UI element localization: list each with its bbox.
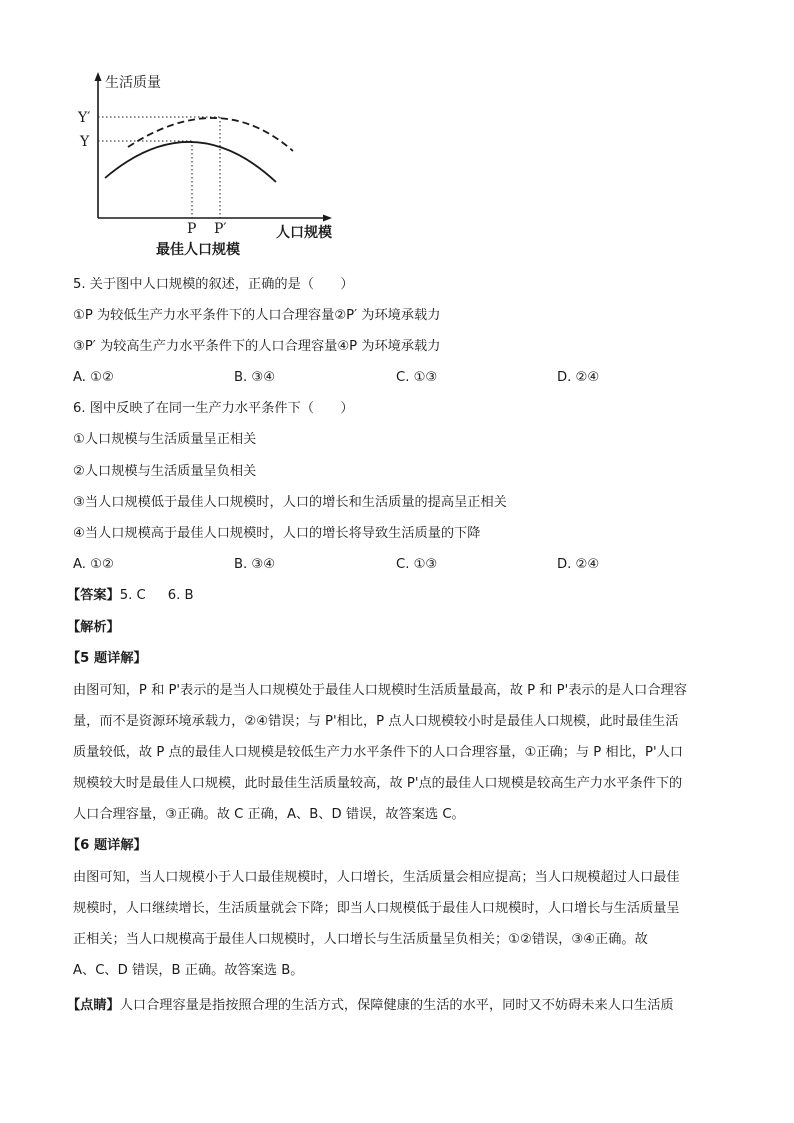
- q6-statement-1: ①人口规模与生活质量呈正相关: [73, 432, 257, 447]
- detail5-line: 由图可知，P 和 P'表示的是当人口规模处于最佳人口规模时生活质量最高，故 P 和 P'表示的是人口合理容: [73, 683, 687, 698]
- q5-statements-line2: ③P′ 为较高生产力水平条件下的人口合理容量④P 为环境承载力: [73, 339, 441, 354]
- optimal-population-caption: 最佳人口规模: [156, 242, 240, 258]
- detail6-line: A、C、D 错误，B 正确。故答案选 B。: [73, 963, 304, 978]
- analysis-label: 【解析】: [67, 620, 120, 635]
- q6-statement-4: ④当人口规模高于最佳人口规模时，人口的增长将导致生活质量的下降: [73, 526, 481, 541]
- note-text: 人口合理容量是指按照合理的生活方式，保障健康的生活的水平，同时又不妨碍未来人口生活质: [119, 998, 674, 1013]
- detail5-line: 规模较大时是最佳人口规模，此时最佳生活质量较高，故 P'点的最佳人口规模是较高生产力水平条件下的: [73, 776, 683, 791]
- detail5-label: 【5 题详解】: [67, 651, 147, 666]
- q5-option-a: A. ①②: [73, 370, 114, 385]
- detail6-line: 规模时，人口继续增长，生活质量就会下降；即当人口规模低于最佳人口规模时，人口增长与生活质量呈: [73, 901, 680, 916]
- y-prime-tick: Y′: [78, 110, 91, 126]
- detail6-line: 由图可知，当人口规模小于人口最佳规模时，人口增长，生活质量会相应提高；当人口规模超过人口最佳: [73, 870, 680, 885]
- detail6-paragraph: [73, 862, 721, 986]
- x-axis-arrow: [323, 215, 332, 222]
- y-axis-arrow: [95, 72, 102, 81]
- figure-svg: [74, 66, 354, 266]
- q5-option-c: C. ①③: [396, 370, 438, 385]
- detail5-line: 人口合理容量，③正确。故 C 正确，A、B、D 错误，故答案选 C。: [73, 807, 465, 822]
- population-quality-figure: [74, 66, 354, 266]
- q6-statement-2: ②人口规模与生活质量呈负相关: [73, 464, 257, 479]
- higher-productivity-curve: [128, 118, 293, 151]
- answer-label: 【答案】: [67, 588, 120, 603]
- note-line: [67, 996, 674, 1016]
- lower-productivity-curve: [105, 142, 276, 182]
- y-tick: Y: [80, 134, 90, 150]
- p-prime-tick: P′: [214, 221, 227, 237]
- detail5-line: 量，而不是资源环境承载力，②④错误；与 P'相比，P 点人口规模较小时是最佳人口规模，此时最佳生活: [73, 714, 679, 729]
- note-label: 【点睛】: [67, 998, 120, 1013]
- detail5-line: 质量较低，故 P 点的最佳人口规模是较低生产力水平条件下的人口合理容量，①正确；与 P 相比，P'人口: [73, 745, 683, 760]
- detail6-line: 正相关；当人口规模高于最佳人口规模时，人口增长与生活质量呈负相关；①②错误，③④正确。故: [73, 932, 648, 947]
- detail6-label: 【6 题详解】: [67, 838, 147, 853]
- answer-line: [67, 586, 194, 606]
- q5-stem: 5. 关于图中人口规模的叙述，正确的是（ ）: [73, 277, 354, 292]
- q6-option-b: B. ③④: [234, 557, 276, 572]
- q5-option-d: D. ②④: [557, 370, 600, 385]
- p-tick: P: [187, 221, 197, 237]
- detail5-paragraph: [73, 675, 721, 830]
- answer-6: 6. B: [167, 588, 194, 603]
- q6-option-c: C. ①③: [396, 557, 438, 572]
- q6-option-a: A. ①②: [73, 557, 114, 572]
- y-axis-label: 生活质量: [105, 75, 161, 91]
- q6-statement-3: ③当人口规模低于最佳人口规模时，人口的增长和生活质量的提高呈正相关: [73, 495, 507, 510]
- q5-option-b: B. ③④: [234, 370, 276, 385]
- q6-option-d: D. ②④: [557, 557, 600, 572]
- answer-5: 5. C: [119, 588, 146, 603]
- q6-stem: 6. 图中反映了在同一生产力水平条件下（ ）: [73, 401, 354, 416]
- x-axis-label: 人口规模: [276, 225, 332, 241]
- q5-statements-line1: ①P 为较低生产力水平条件下的人口合理容量②P′ 为环境承载力: [73, 308, 441, 323]
